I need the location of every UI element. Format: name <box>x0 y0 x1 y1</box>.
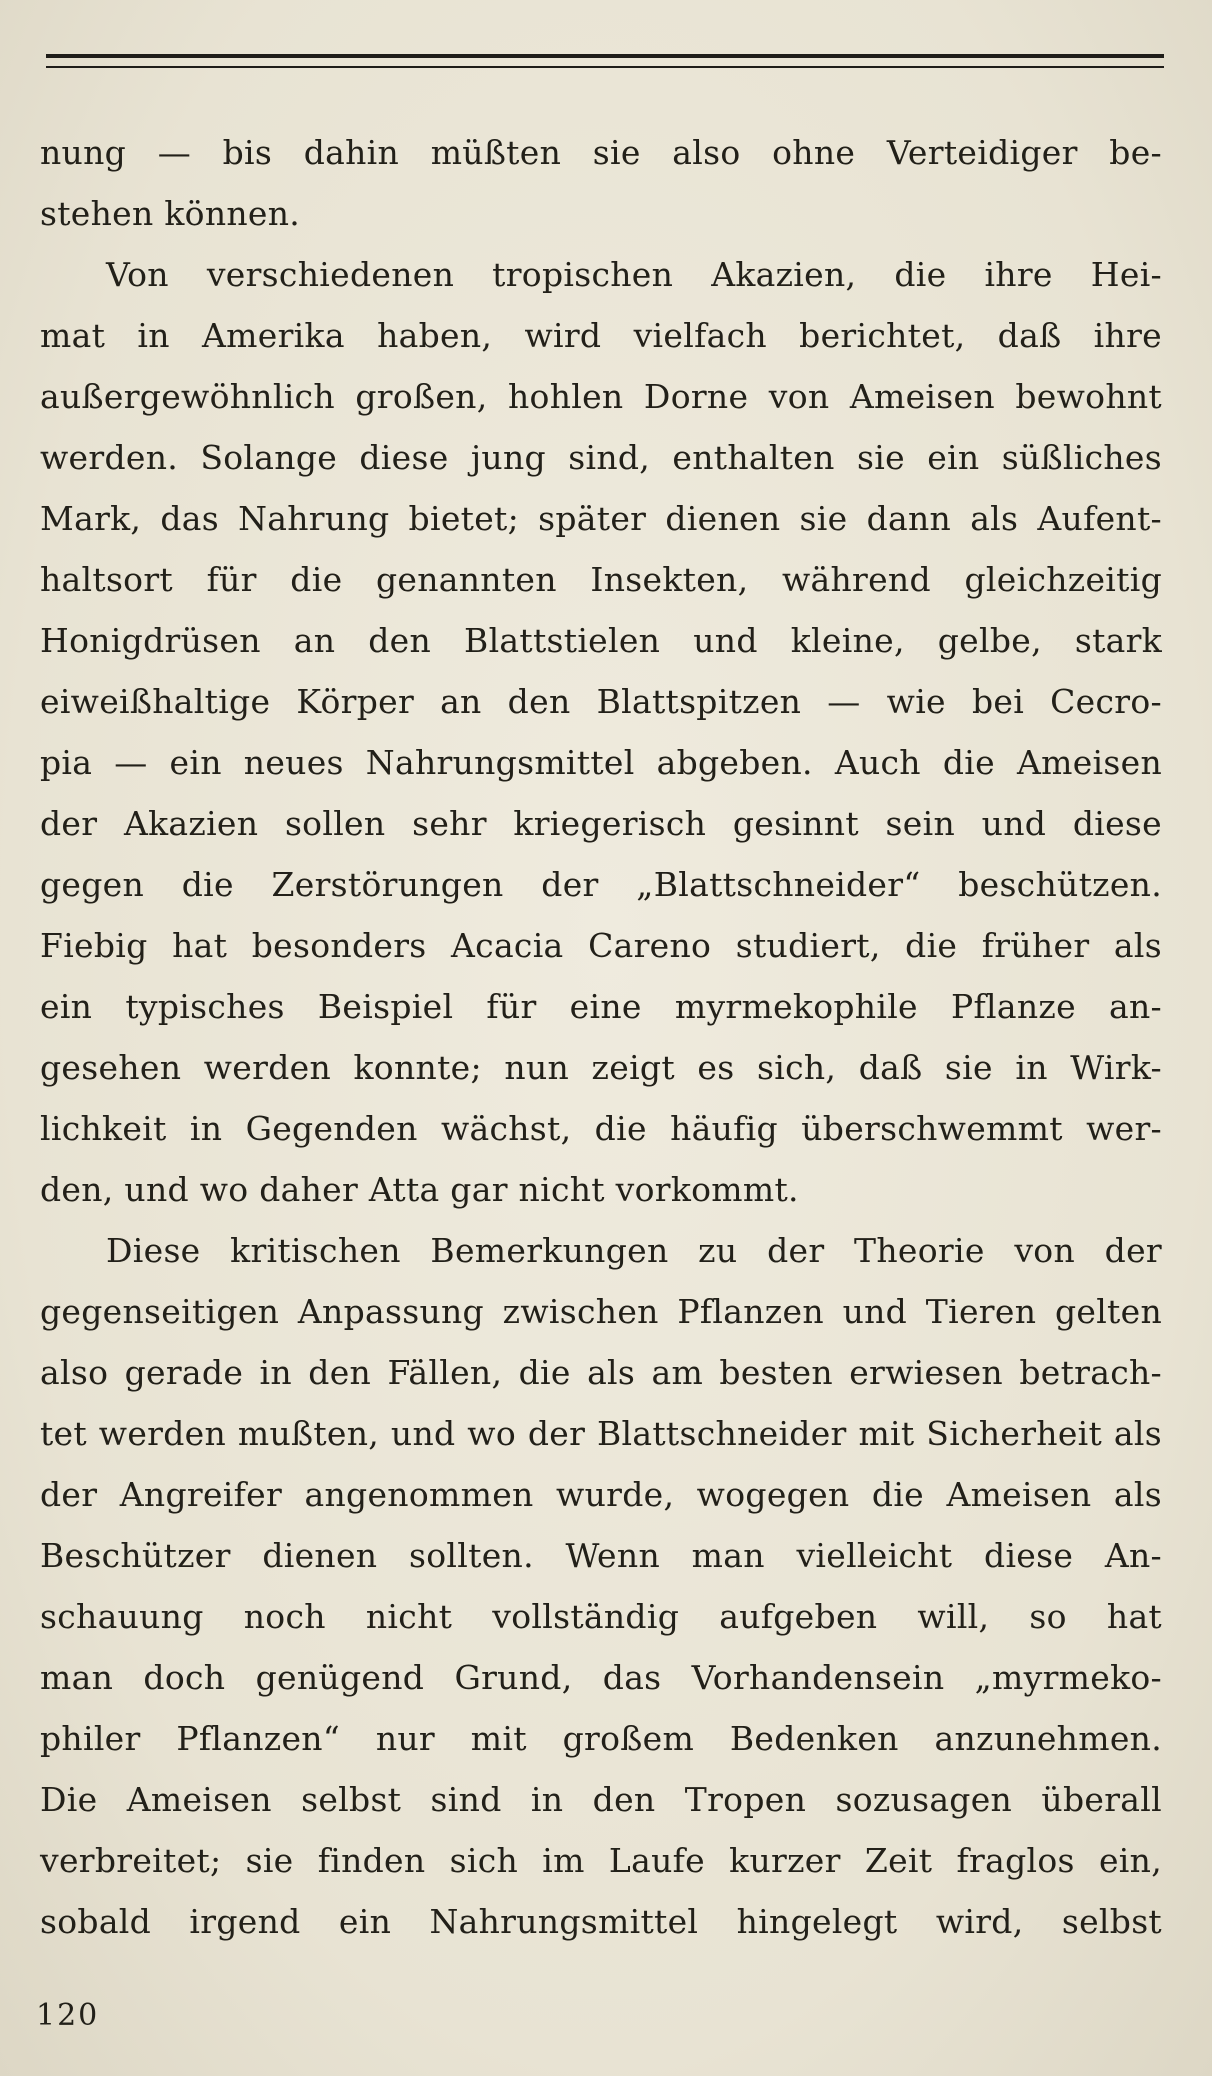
header-rule-thick <box>46 54 1164 58</box>
text-line: mat in Amerika haben, wird vielfach berichtet, daß ihre <box>40 316 1162 355</box>
page-number: 120 <box>36 1998 100 2033</box>
text-line: Fiebig hat besonders Acacia Careno studiert, die früher als <box>40 926 1162 965</box>
text-line: Beschützer dienen sollten. Wenn man vielleicht diese An- <box>40 1536 1162 1575</box>
text-line: außergewöhnlich großen, hohlen Dorne von Ameisen bewohnt <box>40 377 1162 416</box>
text-line: schauung noch nicht vollständig aufgeben will, so hat <box>40 1597 1162 1636</box>
text-line: tet werden mußten, und wo der Blattschneider mit Sicherheit als <box>40 1414 1162 1453</box>
text-line: gegen die Zerstörungen der „Blattschneider“ beschützen. <box>40 865 1162 904</box>
text-line: den, und wo daher Atta gar nicht vorkommt. <box>40 1170 799 1209</box>
text-line: Honigdrüsen an den Blattstielen und kleine, gelbe, stark <box>40 621 1162 660</box>
text-line: sobald irgend ein Nahrungsmittel hingelegt wird, selbst <box>40 1902 1162 1941</box>
text-line: eiweißhaltige Körper an den Blattspitzen — wie bei Cecro- <box>40 682 1162 721</box>
text-line: also gerade in den Fällen, die als am besten erwiesen betrach- <box>40 1353 1162 1392</box>
text-line: man doch genügend Grund, das Vorhandensein „myrmeko- <box>40 1658 1162 1697</box>
text-line: Die Ameisen selbst sind in den Tropen sozusagen überall <box>40 1780 1162 1819</box>
text-line: der Akazien sollen sehr kriegerisch gesinnt sein und diese <box>40 804 1162 843</box>
header-rule-thin <box>46 66 1164 68</box>
text-line: pia — ein neues Nahrungsmittel abgeben. Auch die Ameisen <box>40 743 1162 782</box>
text-line: lichkeit in Gegenden wächst, die häufig überschwemmt wer- <box>40 1109 1162 1148</box>
paragraph-start-line: Von verschiedenen tropischen Akazien, die ihre Hei- <box>106 255 1162 294</box>
text-line: stehen können. <box>40 194 301 233</box>
text-line: gesehen werden konnte; nun zeigt es sich, daß sie in Wirk- <box>40 1048 1162 1087</box>
text-line: Mark, das Nahrung bietet; später dienen sie dann als Aufent- <box>40 499 1162 538</box>
text-line: verbreitet; sie finden sich im Laufe kurzer Zeit fraglos ein, <box>40 1841 1162 1880</box>
text-line: ein typisches Beispiel für eine myrmekophile Pflanze an- <box>40 987 1162 1026</box>
text-line: werden. Solange diese jung sind, enthalten sie ein süßliches <box>40 438 1162 477</box>
text-line: haltsort für die genannten Insekten, während gleichzeitig <box>40 560 1162 599</box>
body-text <box>40 122 1162 1952</box>
text-line: gegenseitigen Anpassung zwischen Pflanzen und Tieren gelten <box>40 1292 1162 1331</box>
paragraph-start-line: Diese kritischen Bemerkungen zu der Theorie von der <box>106 1231 1162 1270</box>
text-line: der Angreifer angenommen wurde, wogegen die Ameisen als <box>40 1475 1162 1514</box>
text-line: nung — bis dahin müßten sie also ohne Verteidiger be- <box>40 133 1162 172</box>
text-line: philer Pflanzen“ nur mit großem Bedenken anzunehmen. <box>40 1719 1162 1758</box>
